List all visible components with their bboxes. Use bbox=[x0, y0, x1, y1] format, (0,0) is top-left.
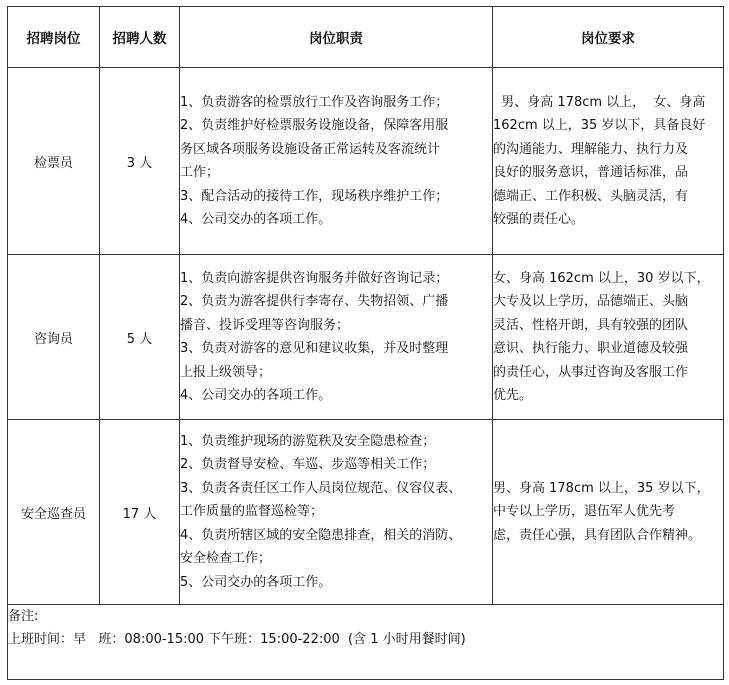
header-duties: 岗位职责 bbox=[180, 7, 493, 68]
duty-line: 4、负责所辖区域的安全隐患排查，相关的消防、 bbox=[180, 527, 462, 543]
duty-line: 2、负责督导安检、车巡、步巡等相关工作； bbox=[180, 457, 436, 473]
requirement-line: 中专以上学历，退伍军人优先考 bbox=[493, 504, 676, 520]
requirement-line: 虑，责任心强，具有团队合作精神。 bbox=[493, 527, 702, 543]
duties-cell bbox=[180, 68, 493, 255]
duty-line: 务区域各项服务设施设备正常运转及客流统计 bbox=[180, 141, 441, 157]
duty-line: 工作； bbox=[180, 165, 220, 180]
header-row bbox=[8, 7, 724, 68]
duties-cell bbox=[180, 255, 493, 420]
duty-line: 4、公司交办的各项工作。 bbox=[180, 388, 332, 403]
duty-line: 工作质量的监督巡检等； bbox=[180, 504, 324, 520]
requirement-line: 意识、执行能力、职业道德及较强 bbox=[493, 341, 689, 356]
requirement-line: 大专及以上学历，品德端正、头脑 bbox=[493, 294, 689, 309]
table-row bbox=[8, 420, 724, 605]
requirement-line: 较强的责任心。 bbox=[493, 212, 585, 227]
duty-line: 1、负责维护现场的游览秩及安全隐患检查； bbox=[180, 433, 436, 449]
requirement-line: 的责任心，从事过咨询及客服工作 bbox=[493, 364, 689, 380]
duty-line: 安全检查工作； bbox=[180, 551, 272, 567]
notes-label: 备注: bbox=[8, 609, 39, 624]
requirement-line: 优先。 bbox=[493, 388, 533, 403]
position-cell: 咨询员 bbox=[8, 255, 100, 420]
requirement-line: 良好的服务意识，普通话标准，品 bbox=[493, 165, 689, 180]
requirement-line: 162cm 以上，35 岁以下，具备良好 bbox=[493, 118, 706, 133]
requirement-line: 女、身高 162cm 以上，30 岁以下， bbox=[493, 270, 710, 286]
duty-line: 2、负责为游客提供行李寄存、失物招领、广播 bbox=[180, 294, 449, 309]
requirement-line: 男、身高 178cm 以上，35 岁以下， bbox=[493, 480, 710, 496]
recruitment-table bbox=[7, 6, 724, 680]
header-count: 招聘人数 bbox=[100, 7, 180, 68]
notes-row bbox=[8, 605, 724, 680]
duty-line: 3、配合活动的接待工作，现场秩序维护工作； bbox=[180, 188, 449, 204]
requirements-cell bbox=[493, 255, 724, 420]
duty-line: 4、公司交办的各项工作。 bbox=[180, 212, 332, 227]
table-row bbox=[8, 255, 724, 420]
position-cell: 检票员 bbox=[8, 68, 100, 255]
duty-line: 3、负责各责任区工作人员岗位规范、仪容仪表、 bbox=[180, 480, 462, 496]
duty-line: 1、负责向游客提供咨询服务并做好咨询记录； bbox=[180, 270, 449, 286]
duty-line: 1、负责游客的检票放行工作及咨询服务工作； bbox=[180, 94, 449, 110]
header-position: 招聘岗位 bbox=[8, 7, 100, 68]
requirement-line: 灵活、性格开朗，具有较强的团队 bbox=[493, 317, 689, 333]
shift-times: 上班时间：早 班：08:00-15:00 下午班：15:00-22:00 (含 1 小时用餐时间) bbox=[8, 632, 466, 647]
requirements-cell bbox=[493, 420, 724, 605]
count-cell: 17 人 bbox=[100, 420, 180, 605]
table-row bbox=[8, 68, 724, 255]
duty-line: 播音、投诉受理等咨询服务； bbox=[180, 317, 350, 333]
count-cell: 5 人 bbox=[100, 255, 180, 420]
header-requirements: 岗位要求 bbox=[493, 7, 724, 68]
duty-line: 3、负责对游客的意见和建议收集，并及时整理 bbox=[180, 341, 449, 356]
duty-line: 上报上级领导； bbox=[180, 364, 272, 380]
position-cell: 安全巡查员 bbox=[8, 420, 100, 605]
requirement-line: 男、身高 178cm 以上， 女、身高 bbox=[493, 94, 706, 110]
requirement-line: 的沟通能力、理解能力、执行力及 bbox=[493, 141, 689, 157]
count-cell: 3 人 bbox=[100, 68, 180, 255]
duty-line: 5、公司交办的各项工作。 bbox=[180, 574, 332, 590]
requirements-cell bbox=[493, 68, 724, 255]
requirement-line: 德端正、工作积极、头脑灵活，有 bbox=[493, 188, 689, 204]
duty-line: 2、负责维护好检票服务设施设备，保障客用服 bbox=[180, 118, 449, 133]
duties-cell bbox=[180, 420, 493, 605]
notes-cell bbox=[8, 605, 724, 680]
